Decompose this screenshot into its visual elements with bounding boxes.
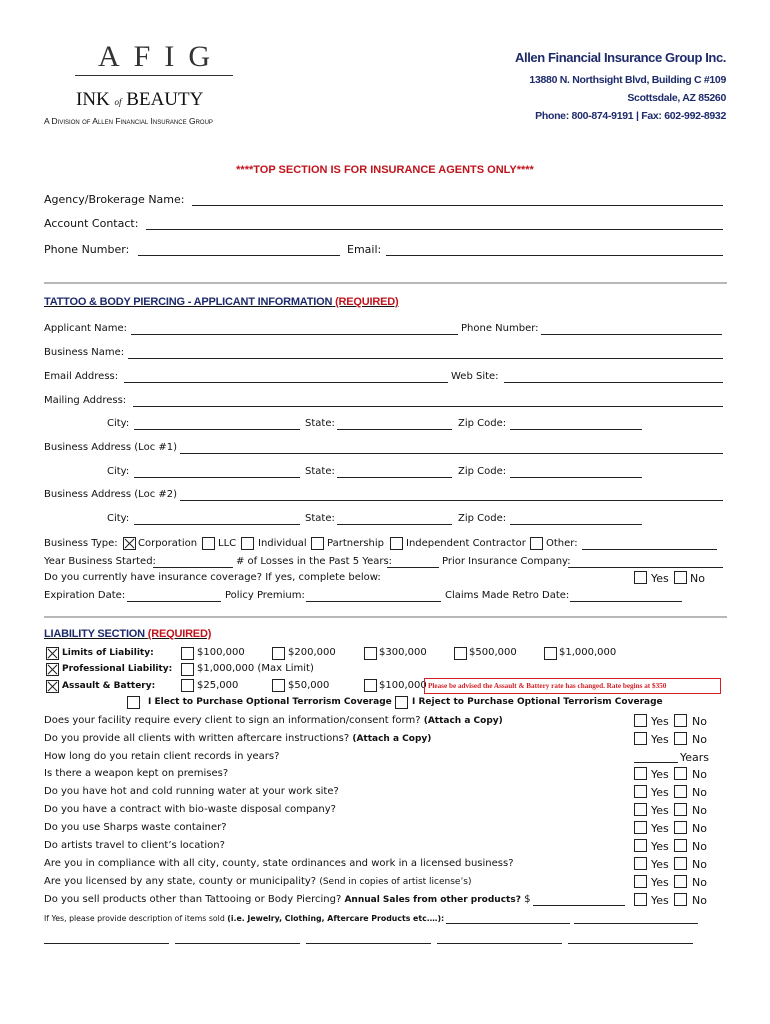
q-consent-yes-label: Yes: [651, 715, 669, 728]
prof-1m-label: $1,000,000 (Max Limit): [197, 663, 314, 674]
agent-notice: ****TOP SECTION IS FOR INSURANCE AGENTS ONLY****: [236, 164, 534, 176]
description-field-3[interactable]: [44, 943, 169, 944]
q-biowaste-no-checkbox[interactable]: [674, 803, 687, 816]
mailing-address-label: Mailing Address:: [44, 395, 127, 406]
limits-checkbox[interactable]: [46, 647, 59, 660]
loc2-address-field[interactable]: [180, 500, 723, 501]
q-travel-yes-label: Yes: [651, 840, 669, 853]
q-records-years-field[interactable]: [634, 762, 678, 763]
assault-50k-label: $50,000: [288, 680, 330, 691]
agent-email-field[interactable]: [386, 255, 723, 256]
llc-checkbox[interactable]: [202, 537, 215, 550]
limit-300k-checkbox[interactable]: [364, 647, 377, 660]
loc1-city-field[interactable]: [134, 477, 300, 478]
q-licensed-no-label: No: [692, 876, 707, 889]
policy-premium-field[interactable]: [306, 601, 441, 602]
company-address2: Scottsdale, AZ 85260: [627, 92, 726, 104]
q-products-no-checkbox[interactable]: [674, 893, 687, 906]
limit-500k-checkbox[interactable]: [454, 647, 467, 660]
q-artists-travel: Do artists travel to client’s location?: [44, 840, 225, 851]
assault-50k-checkbox[interactable]: [272, 679, 285, 692]
llc-label: LLC: [218, 538, 237, 549]
mailing-zip-label: Zip Code:: [458, 418, 507, 429]
applicant-phone-label: Phone Number:: [461, 323, 539, 334]
description-field-5[interactable]: [306, 943, 431, 944]
partnership-label: Partnership: [327, 538, 385, 549]
q-biowaste-no-label: No: [692, 804, 707, 817]
logo-ink: INK of BEAUTY: [76, 89, 204, 110]
q-sharps-yes-label: Yes: [651, 822, 669, 835]
q-records-retention: How long do you retain client records in years?: [44, 751, 280, 762]
mailing-city-field[interactable]: [134, 429, 300, 430]
prof-1m-checkbox[interactable]: [181, 663, 194, 676]
corporation-label: Corporation: [138, 538, 198, 549]
policy-premium-label: Policy Premium:: [225, 590, 305, 601]
q-aftercare: Do you provide all clients with written aftercare instructions? (Attach a Copy): [44, 733, 432, 744]
company-address1: 13880 N. Northsight Blvd, Building C #109: [529, 74, 726, 86]
description-field-1[interactable]: [446, 923, 570, 924]
individual-checkbox[interactable]: [241, 537, 254, 550]
assault-100k-checkbox[interactable]: [364, 679, 377, 692]
q-products-yes-label: Yes: [651, 894, 669, 907]
q-water-no-label: No: [692, 786, 707, 799]
q-biowaste-yes-label: Yes: [651, 804, 669, 817]
loc1-state-label: State:: [305, 466, 335, 477]
business-type-label: Business Type:: [44, 538, 118, 549]
q-sharps-no-label: No: [692, 822, 707, 835]
agency-label: Agency/Brokerage Name:: [44, 193, 185, 206]
q-compliance-no-checkbox[interactable]: [674, 857, 687, 870]
mailing-state-field[interactable]: [337, 429, 452, 430]
limit-500k-label: $500,000: [469, 647, 517, 658]
q-consent-yes-checkbox[interactable]: [634, 714, 647, 727]
division-text: A Division of Allen Financial Insurance Group: [44, 116, 213, 126]
retro-date-field[interactable]: [570, 601, 682, 602]
q-sharps: Do you use Sharps waste container?: [44, 822, 227, 833]
q-travel-no-label: No: [692, 840, 707, 853]
q-licensed-no-checkbox[interactable]: [674, 875, 687, 888]
q-aftercare-yes-label: Yes: [651, 733, 669, 746]
q-water-no-checkbox[interactable]: [674, 785, 687, 798]
agent-phone-field[interactable]: [138, 255, 340, 256]
q-compliance-yes-checkbox[interactable]: [634, 857, 647, 870]
corporation-checkbox[interactable]: [123, 537, 136, 550]
website-field[interactable]: [504, 382, 723, 383]
logo-afig: AFIG: [98, 40, 225, 73]
year-started-field[interactable]: [153, 567, 233, 568]
limit-1m-label: $1,000,000: [559, 647, 617, 658]
account-contact-label: Account Contact:: [44, 217, 139, 230]
other-label: Other:: [546, 538, 578, 549]
assault-battery-label: Assault & Battery:: [62, 681, 156, 691]
agent-phone-label: Phone Number:: [44, 243, 130, 256]
limit-200k-label: $200,000: [288, 647, 336, 658]
mailing-state-label: State:: [305, 418, 335, 429]
loc1-zip-field[interactable]: [510, 477, 642, 478]
other-checkbox[interactable]: [530, 537, 543, 550]
description-field-2[interactable]: [574, 923, 698, 924]
applicant-phone-field[interactable]: [541, 334, 722, 335]
terrorism-reject-checkbox[interactable]: [395, 696, 408, 709]
q-products-description: If Yes, please provide description of items sold (i.e. Jewelry, Clothing, Aftercare Products etc.…):: [44, 914, 445, 923]
q-weapon-no-label: No: [692, 768, 707, 781]
professional-liability-label: Professional Liability:: [62, 664, 173, 674]
loc2-zip-label: Zip Code:: [458, 513, 507, 524]
loc1-address-field[interactable]: [180, 453, 723, 454]
prior-insurance-field[interactable]: [568, 567, 723, 568]
expiration-date-field[interactable]: [127, 601, 221, 602]
limit-300k-label: $300,000: [379, 647, 427, 658]
q-travel-no-checkbox[interactable]: [674, 839, 687, 852]
business-name-field[interactable]: [128, 358, 723, 359]
q-water-yes-checkbox[interactable]: [634, 785, 647, 798]
agent-email-label: Email:: [347, 243, 382, 256]
applicant-section-title: TATTOO & BODY PIERCING - APPLICANT INFORMATION (REQUIRED): [44, 296, 399, 308]
current-coverage-no-label: No: [690, 572, 705, 585]
prior-insurance-label: Prior Insurance Company:: [442, 556, 571, 567]
q-weapon-yes-checkbox[interactable]: [634, 767, 647, 780]
q-biowaste: Do you have a contract with bio-waste disposal company?: [44, 804, 336, 815]
independent-contractor-label: Independent Contractor: [406, 538, 526, 549]
terrorism-elect-label: I Elect to Purchase Optional Terrorism Coverage: [148, 697, 392, 707]
q-aftercare-yes-checkbox[interactable]: [634, 732, 647, 745]
limit-200k-checkbox[interactable]: [272, 647, 285, 660]
q-consent-no-checkbox[interactable]: [674, 714, 687, 727]
independent-contractor-checkbox[interactable]: [390, 537, 403, 550]
retro-date-label: Claims Made Retro Date:: [445, 590, 570, 601]
expiration-date-label: Expiration Date:: [44, 590, 126, 601]
assault-25k-checkbox[interactable]: [181, 679, 194, 692]
business-name-label: Business Name:: [44, 347, 125, 358]
section-divider: [44, 282, 727, 284]
q-products-no-label: No: [692, 894, 707, 907]
email-address-field[interactable]: [124, 382, 448, 383]
assault-battery-checkbox[interactable]: [46, 680, 59, 693]
losses-field[interactable]: [387, 567, 439, 568]
loc2-address-label: Business Address (Loc #2): [44, 489, 178, 500]
website-label: Web Site:: [451, 371, 499, 382]
description-field-6[interactable]: [437, 943, 562, 944]
q-records-years-label: Years: [680, 751, 710, 764]
mailing-address-field[interactable]: [133, 406, 723, 407]
loc2-city-field[interactable]: [134, 524, 300, 525]
q-compliance: Are you in compliance with all city, county, state ordinances and work in a licensed business?: [44, 858, 514, 869]
q-weapon-no-checkbox[interactable]: [674, 767, 687, 780]
mailing-zip-field[interactable]: [510, 429, 642, 430]
q-weapon: Is there a weapon kept on premises?: [44, 768, 229, 779]
description-field-4[interactable]: [175, 943, 300, 944]
assault-25k-label: $25,000: [197, 680, 239, 691]
loc1-zip-label: Zip Code:: [458, 466, 507, 477]
mailing-city-label: City:: [107, 418, 130, 429]
terrorism-elect-checkbox[interactable]: [127, 696, 140, 709]
email-address-label: Email Address:: [44, 371, 119, 382]
limits-label: Limits of Liability:: [62, 648, 154, 658]
q-other-products: Do you sell products other than Tattooing or Body Piercing? Annual Sales from other products? $: [44, 894, 531, 905]
company-name: Allen Financial Insurance Group Inc.: [515, 50, 726, 65]
applicant-name-label: Applicant Name:: [44, 323, 128, 334]
q-compliance-no-label: No: [692, 858, 707, 871]
agency-field[interactable]: [192, 205, 723, 206]
year-started-label: Year Business Started:: [44, 556, 156, 567]
q-biowaste-yes-checkbox[interactable]: [634, 803, 647, 816]
logo-rule: [75, 75, 233, 76]
q-aftercare-no-checkbox[interactable]: [674, 732, 687, 745]
q-running-water: Do you have hot and cold running water at your work site?: [44, 786, 339, 797]
other-field[interactable]: [582, 549, 717, 550]
professional-liability-checkbox[interactable]: [46, 663, 59, 676]
loc2-state-label: State:: [305, 513, 335, 524]
q-consent-form: Does your facility require every client to sign an information/consent form? (Attach a Copy): [44, 715, 503, 726]
q-travel-yes-checkbox[interactable]: [634, 839, 647, 852]
loc2-city-label: City:: [107, 513, 130, 524]
q-sharps-no-checkbox[interactable]: [674, 821, 687, 834]
applicant-name-field[interactable]: [131, 334, 458, 335]
liability-section-title: LIABILITY SECTION (REQUIRED): [44, 628, 212, 640]
partnership-checkbox[interactable]: [311, 537, 324, 550]
q-sharps-yes-checkbox[interactable]: [634, 821, 647, 834]
q-licensed-yes-checkbox[interactable]: [634, 875, 647, 888]
individual-label: Individual: [258, 538, 307, 549]
account-contact-field[interactable]: [146, 229, 723, 230]
limit-100k-checkbox[interactable]: [181, 647, 194, 660]
loc1-city-label: City:: [107, 466, 130, 477]
loc1-address-label: Business Address (Loc #1): [44, 442, 178, 453]
section-divider-2: [44, 616, 727, 618]
terrorism-reject-label: I Reject to Purchase Optional Terrorism Coverage: [412, 697, 663, 707]
losses-label: # of Losses in the Past 5 Years:: [236, 556, 393, 567]
q-compliance-yes-label: Yes: [651, 858, 669, 871]
assault-100k-label: $100,000: [379, 680, 427, 691]
q-licensed-yes-label: Yes: [651, 876, 669, 889]
company-phone: Phone: 800-874-9191 | Fax: 602-992-8932: [535, 110, 726, 122]
q-licensed: Are you licensed by any state, county or municipality? (Send in copies of artist license’s): [44, 876, 472, 887]
loc2-state-field[interactable]: [337, 524, 452, 525]
limit-100k-label: $100,000: [197, 647, 245, 658]
q-water-yes-label: Yes: [651, 786, 669, 799]
q-weapon-yes-label: Yes: [651, 768, 669, 781]
loc2-zip-field[interactable]: [510, 524, 642, 525]
q-products-yes-checkbox[interactable]: [634, 893, 647, 906]
annual-sales-field[interactable]: [533, 905, 625, 906]
assault-rate-notice: Please be advised the Assault & Battery rate has changed. Rate begins at $350: [424, 678, 721, 694]
limit-1m-checkbox[interactable]: [544, 647, 557, 660]
current-coverage-no-checkbox[interactable]: [674, 571, 687, 584]
q-aftercare-no-label: No: [692, 733, 707, 746]
current-coverage-yes-checkbox[interactable]: [634, 571, 647, 584]
q-consent-no-label: No: [692, 715, 707, 728]
current-coverage-question: Do you currently have insurance coverage? If yes, complete below:: [44, 572, 381, 583]
loc1-state-field[interactable]: [337, 477, 452, 478]
description-field-7[interactable]: [568, 943, 693, 944]
current-coverage-yes-label: Yes: [651, 572, 669, 585]
